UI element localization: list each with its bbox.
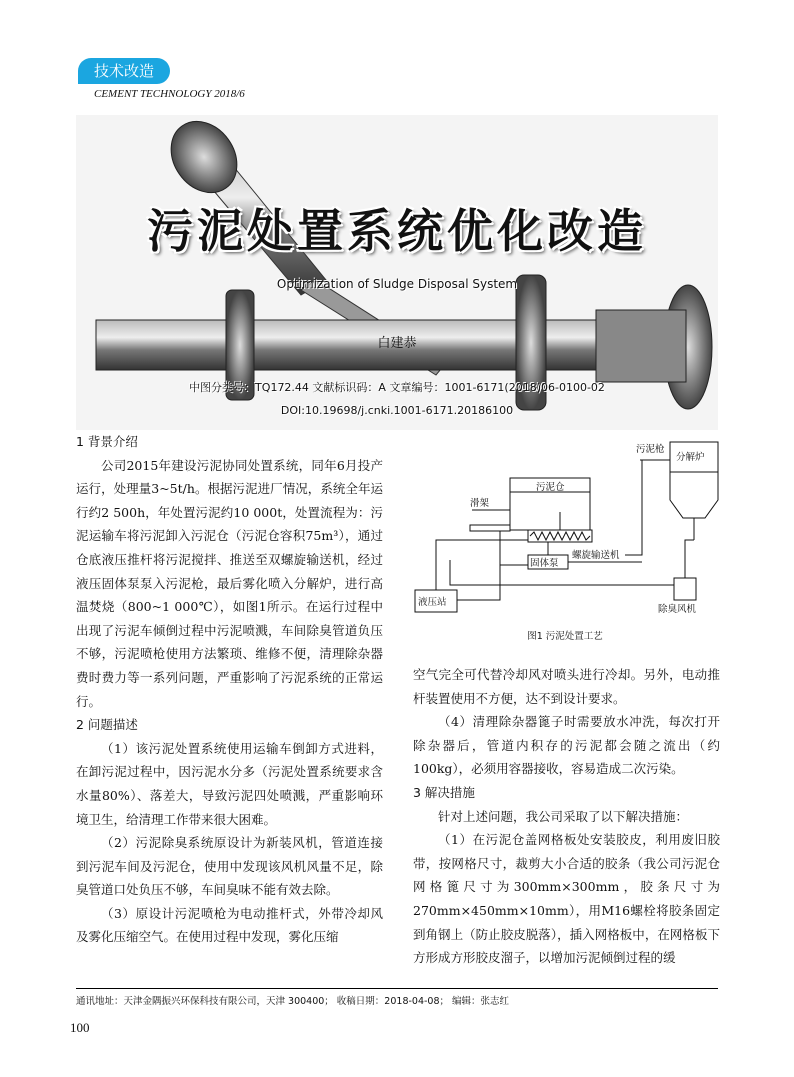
article-title: 污泥处置系统优化改造	[147, 204, 647, 258]
label-calciner: 分解炉	[676, 452, 705, 463]
label-sludge-bin: 污泥仓	[536, 482, 565, 493]
process-figure	[410, 440, 720, 640]
figure-caption: 图1 污泥处置工艺	[527, 631, 603, 642]
section-heading: 1 背景介绍	[76, 434, 138, 449]
paragraph: （3）原设计污泥喷枪为电动推杆式，外带冷却风及雾化压缩空气。在使用过程中发现，雾化压缩	[76, 905, 383, 945]
page-number: 100	[70, 1020, 90, 1035]
paragraph: （2）污泥除臭系统原设计为新装风机，管道连接到污泥车间及污泥仓，使用中发现该风机风量不足，除臭管道口处负压不够，车间臭味不能有效去除。	[76, 835, 383, 898]
label-screw-conveyor: 螺旋输送机	[572, 550, 620, 561]
footer-note: 通讯地址：天津金隅振兴环保科技有限公司，天津 300400； 收稿日期：2018-04-08； 编辑：张志红	[76, 996, 510, 1007]
label-deodor-fan: 除臭风机	[658, 604, 697, 615]
paragraph: （1）在污泥仓盖网格板处安装胶皮，利用废旧胶带，按网格尺寸，裁剪大小合适的胶条（我公司污泥仓网格篦尺寸为300mm×300mm，胶条尺寸为270mm×450mm×10mm），用M16螺栓将胶条固定到角钢上（防止胶皮脱落），插入网格板中，在网格板下方形成方形胶皮溜子，以增加污泥倾倒过程的缓	[413, 832, 720, 966]
paragraph: （1）该污泥处置系统使用运输车倒卸方式进料，在卸污泥过程中，因污泥水分多（污泥处置系统要求含水量80%）、落差大，导致污泥四处喷溅，严重影响环境卫生，给清理工作带来很大困难。	[76, 740, 383, 827]
article-subtitle-en: Optimization of Sludge Disposal System	[276, 277, 518, 291]
section-tag: 技术改造	[78, 58, 170, 84]
label-sludge-gun: 污泥枪	[636, 444, 665, 455]
section-heading: 2 问题描述	[76, 717, 138, 733]
label-slide: 滑架	[470, 498, 490, 509]
doi-line: DOI:10.19698/j.cnki.1001-6171.20186100	[280, 404, 514, 417]
label-hydraulic-station: 液压站	[418, 597, 447, 608]
right-column	[413, 663, 720, 970]
label-solid-pump: 固体泵	[530, 558, 559, 569]
article-author: 白建恭	[377, 336, 417, 351]
paragraph: 空气完全可代替冷却风对喷头进行冷却。另外，电动推杆装置使用不方便，达不到设计要求。	[413, 667, 720, 706]
journal-name: CEMENT TECHNOLOGY 2018/6	[94, 88, 245, 100]
classification-line: 中图分类号：TQ172.44 文献标识码：A 文章编号：1001-6171(2018)06-0100-02	[189, 381, 605, 394]
process-diagram	[410, 440, 720, 630]
paragraph: 公司2015年建设污泥协同处置系统，同年6月投产运行，处理量3~5t/h。根据污泥进厂情况，系统全年运行约2 500h，年处置污泥约10 000t，处置流程为：污泥运输车将污泥卸入污泥仓（污泥仓容积75m³），通过仓底液压推杆将污泥搅拌、推送至双螺旋输送机，经过液压固体泵泵入污泥枪，最后雾化喷入分解炉，进行高温焚烧（800~1 000℃），如图1所示。在运行过程中出现了污泥车倾倒过程中污泥喷溅，车间除臭管道负压不够，污泥喷枪使用方法繁琐、维修不便，清理除杂器费时费力等一系列问题，严重影响了污泥系统的正常运行。	[76, 457, 383, 709]
paragraph: （4）清理除杂器篦子时需要放水冲洗，每次打开除杂器后，管道内积存的污泥都会随之流出（约100kg），必须用容器接收，容易造成二次污染。	[413, 714, 720, 777]
footer-divider	[76, 988, 718, 989]
section-heading: 3 解决措施	[413, 784, 475, 800]
paragraph: 针对上述问题，我公司采取了以下解决措施：	[438, 808, 689, 824]
left-column	[76, 430, 383, 949]
